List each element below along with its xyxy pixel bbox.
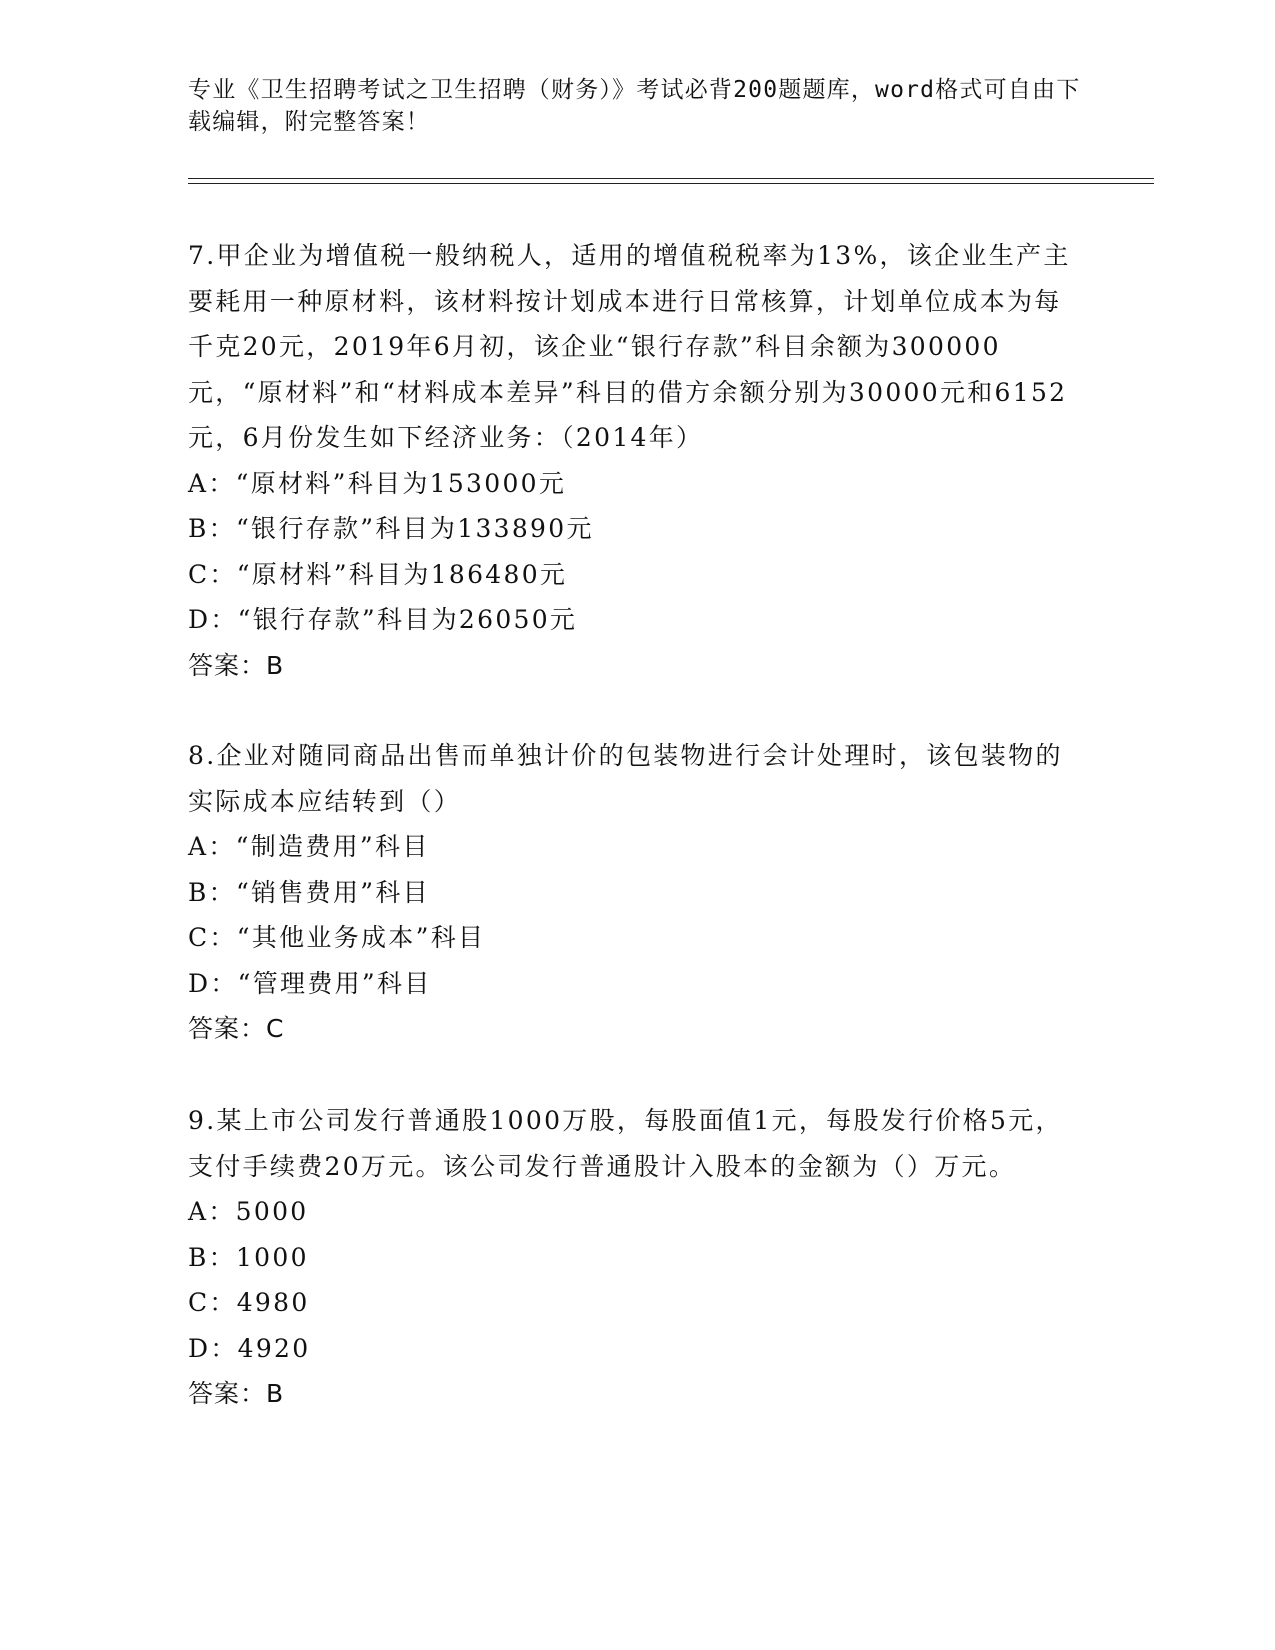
option-d: D：“银行存款”科目为26050元 xyxy=(188,605,578,634)
option-a: A：“原材料”科目为153000元 xyxy=(188,468,567,498)
option-a: A：5000 xyxy=(188,1197,309,1226)
option-d: D：“管理费用”科目 xyxy=(188,968,432,998)
option-b: B：1000 xyxy=(188,1242,309,1272)
answer: 答案：C xyxy=(188,1014,285,1043)
question-9 xyxy=(188,1098,1088,1417)
answer: 答案：B xyxy=(188,650,285,680)
question-stem: 9.某上市公司发行普通股1000万股，每股面值1元，每股发行价格5元，支付手续费20万元。该公司发行普通股计入股本的金额为（）万元。 xyxy=(188,1106,1063,1181)
option-c: C：“原材料”科目为186480元 xyxy=(188,559,568,589)
question-stem: 8.企业对随同商品出售而单独计价的包装物进行会计处理时，该包装物的实际成本应结转到（） xyxy=(188,741,1063,816)
option-a: A：“制造费用”科目 xyxy=(188,832,430,861)
option-b: B：“销售费用”科目 xyxy=(188,877,430,907)
option-c: C：“其他业务成本”科目 xyxy=(188,923,486,952)
document-header: 专业《卫生招聘考试之卫生招聘（财务）》考试必背200题题库，word格式可自由下载编辑，附完整答案！ xyxy=(188,77,1081,135)
option-d: D：4920 xyxy=(188,1333,311,1363)
answer: 答案：B xyxy=(188,1379,285,1408)
question-stem: 7.甲企业为增值税一般纳税人，适用的增值税税率为13%，该企业生产主要耗用一种原材料，该材料按计划成本进行日常核算，计划单位成本为每千克20元，2019年6月初，该企业“银行存款”科目余额为300000元，“原材料”和“材料成本差异”科目的借方余额分别为30000元和6152元，6月份发生如下经济业务：（2014年） xyxy=(188,241,1071,452)
question-7 xyxy=(188,233,1088,688)
option-b: B：“银行存款”科目为133890元 xyxy=(188,514,594,543)
header-divider-top xyxy=(188,178,1154,179)
question-8 xyxy=(188,733,1088,1052)
header-divider-bottom xyxy=(188,183,1154,184)
option-c: C：4980 xyxy=(188,1288,310,1317)
